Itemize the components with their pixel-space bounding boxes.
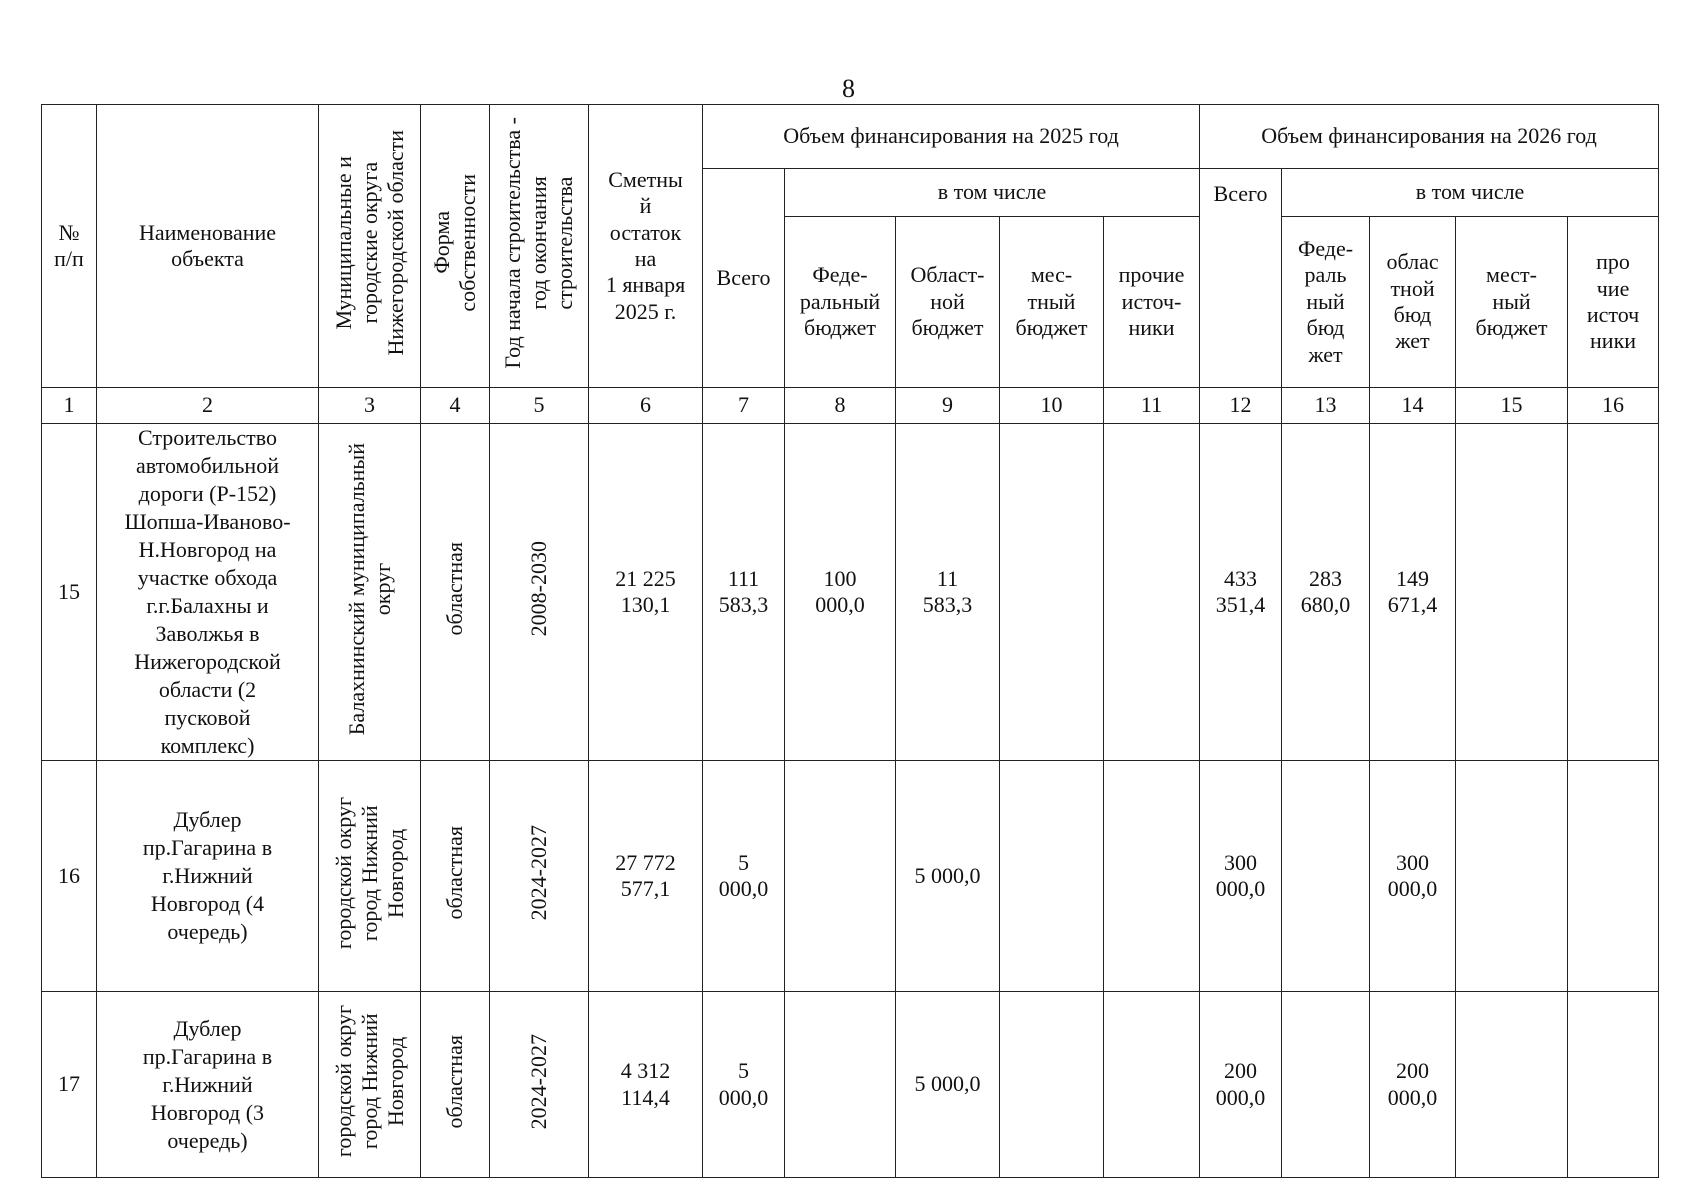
row-num: 17 bbox=[42, 992, 97, 1178]
construction-years: 2024-2027 bbox=[490, 992, 589, 1178]
column-number: 13 bbox=[1282, 388, 1370, 424]
column-number: 2 bbox=[97, 388, 319, 424]
other-2026 bbox=[1568, 424, 1659, 761]
local-2026 bbox=[1456, 992, 1568, 1178]
estimate-balance: 4 312 114,4 bbox=[589, 992, 703, 1178]
table-row bbox=[42, 424, 1659, 761]
header-oth-2025: прочие источ- ники bbox=[1104, 217, 1200, 388]
header-reg-2025: Област- ной бюджет bbox=[896, 217, 1000, 388]
table-row bbox=[42, 761, 1659, 992]
financing-table bbox=[41, 104, 1659, 1178]
construction-years: 2024-2027 bbox=[490, 761, 589, 992]
total-2026: 433 351,4 bbox=[1200, 424, 1282, 761]
column-number: 7 bbox=[703, 388, 785, 424]
header-total-2026: Всего bbox=[1200, 169, 1282, 388]
regional-2026: 200 000,0 bbox=[1370, 992, 1456, 1178]
column-number: 15 bbox=[1456, 388, 1568, 424]
regional-2025: 11 583,3 bbox=[896, 424, 1000, 761]
other-2026 bbox=[1568, 761, 1659, 992]
header-num: № п/п bbox=[42, 105, 97, 388]
header-name: Наименование объекта bbox=[97, 105, 319, 388]
local-2025 bbox=[1000, 992, 1104, 1178]
column-number: 9 bbox=[896, 388, 1000, 424]
regional-2025: 5 000,0 bbox=[896, 761, 1000, 992]
header-municipal: Муниципальные и городские округа Нижегородской области bbox=[319, 105, 421, 388]
total-2025: 111 583,3 bbox=[703, 424, 785, 761]
column-number: 16 bbox=[1568, 388, 1659, 424]
column-number: 10 bbox=[1000, 388, 1104, 424]
local-2025 bbox=[1000, 424, 1104, 761]
construction-years: 2008-2030 bbox=[490, 424, 589, 761]
column-number-row bbox=[42, 388, 1659, 424]
header-fin-2026: Объем финансирования на 2026 год bbox=[1200, 105, 1659, 169]
column-number: 4 bbox=[421, 388, 490, 424]
estimate-balance: 27 772 577,1 bbox=[589, 761, 703, 992]
other-2025 bbox=[1104, 424, 1200, 761]
regional-2026: 149 671,4 bbox=[1370, 424, 1456, 761]
ownership-form: областная bbox=[421, 992, 490, 1178]
local-2026 bbox=[1456, 761, 1568, 992]
row-num: 16 bbox=[42, 761, 97, 992]
federal-2026 bbox=[1282, 992, 1370, 1178]
other-2025 bbox=[1104, 992, 1200, 1178]
page-number: 8 bbox=[842, 74, 855, 103]
table-row bbox=[42, 992, 1659, 1178]
row-num: 15 bbox=[42, 424, 97, 761]
ownership-form: областная bbox=[421, 424, 490, 761]
column-number: 3 bbox=[319, 388, 421, 424]
federal-2026 bbox=[1282, 761, 1370, 992]
municipal-district: городской округ город Нижний Новгород bbox=[319, 992, 421, 1178]
object-name: Дублер пр.Гагарина в г.Нижний Новгород (4 очередь) bbox=[97, 761, 319, 992]
column-number: 8 bbox=[785, 388, 896, 424]
header-including-2025: в том числе bbox=[785, 169, 1200, 217]
header-estimate: Сметны й остаток на 1 января 2025 г. bbox=[589, 105, 703, 388]
regional-2026: 300 000,0 bbox=[1370, 761, 1456, 992]
header-total-2025: Всего bbox=[703, 169, 785, 388]
header-reg-2026: облас тной бюд жет bbox=[1370, 217, 1456, 388]
local-2026 bbox=[1456, 424, 1568, 761]
municipal-district: городской округ город Нижний Новгород bbox=[319, 761, 421, 992]
total-2026: 200 000,0 bbox=[1200, 992, 1282, 1178]
header-including-2026: в том числе bbox=[1282, 169, 1659, 217]
object-name: Дублер пр.Гагарина в г.Нижний Новгород (3 очередь) bbox=[97, 992, 319, 1178]
local-2025 bbox=[1000, 761, 1104, 992]
column-number: 1 bbox=[42, 388, 97, 424]
header-fed-2025: Феде- ральный бюджет bbox=[785, 217, 896, 388]
other-2026 bbox=[1568, 992, 1659, 1178]
header-years: Год начала строительства - год окончания строительства bbox=[490, 105, 589, 388]
total-2025: 5 000,0 bbox=[703, 992, 785, 1178]
object-name: Строительство автомобильной дороги (Р-152) Шопша-Иваново- Н.Новгород на участке обхода г.г.Балахны и Заволжья в Нижегородской области (2 пусковой комплекс) bbox=[97, 424, 319, 761]
column-number: 5 bbox=[490, 388, 589, 424]
column-number: 12 bbox=[1200, 388, 1282, 424]
regional-2025: 5 000,0 bbox=[896, 992, 1000, 1178]
header-ownership: Форма собственности bbox=[421, 105, 490, 388]
total-2026: 300 000,0 bbox=[1200, 761, 1282, 992]
header-oth-2026: про чие источ ники bbox=[1568, 217, 1659, 388]
federal-2025: 100 000,0 bbox=[785, 424, 896, 761]
other-2025 bbox=[1104, 761, 1200, 992]
ownership-form: областная bbox=[421, 761, 490, 992]
federal-2026: 283 680,0 bbox=[1282, 424, 1370, 761]
estimate-balance: 21 225 130,1 bbox=[589, 424, 703, 761]
federal-2025 bbox=[785, 761, 896, 992]
header-fed-2026: Феде- раль ный бюд жет bbox=[1282, 217, 1370, 388]
column-number: 11 bbox=[1104, 388, 1200, 424]
federal-2025 bbox=[785, 992, 896, 1178]
column-number: 6 bbox=[589, 388, 703, 424]
column-number: 14 bbox=[1370, 388, 1456, 424]
header-loc-2025: мес- тный бюджет bbox=[1000, 217, 1104, 388]
header-row-1 bbox=[42, 105, 1659, 169]
municipal-district: Балахнинский муниципальный округ bbox=[319, 424, 421, 761]
header-fin-2025: Объем финансирования на 2025 год bbox=[703, 105, 1200, 169]
header-loc-2026: мест- ный бюджет bbox=[1456, 217, 1568, 388]
total-2025: 5 000,0 bbox=[703, 761, 785, 992]
